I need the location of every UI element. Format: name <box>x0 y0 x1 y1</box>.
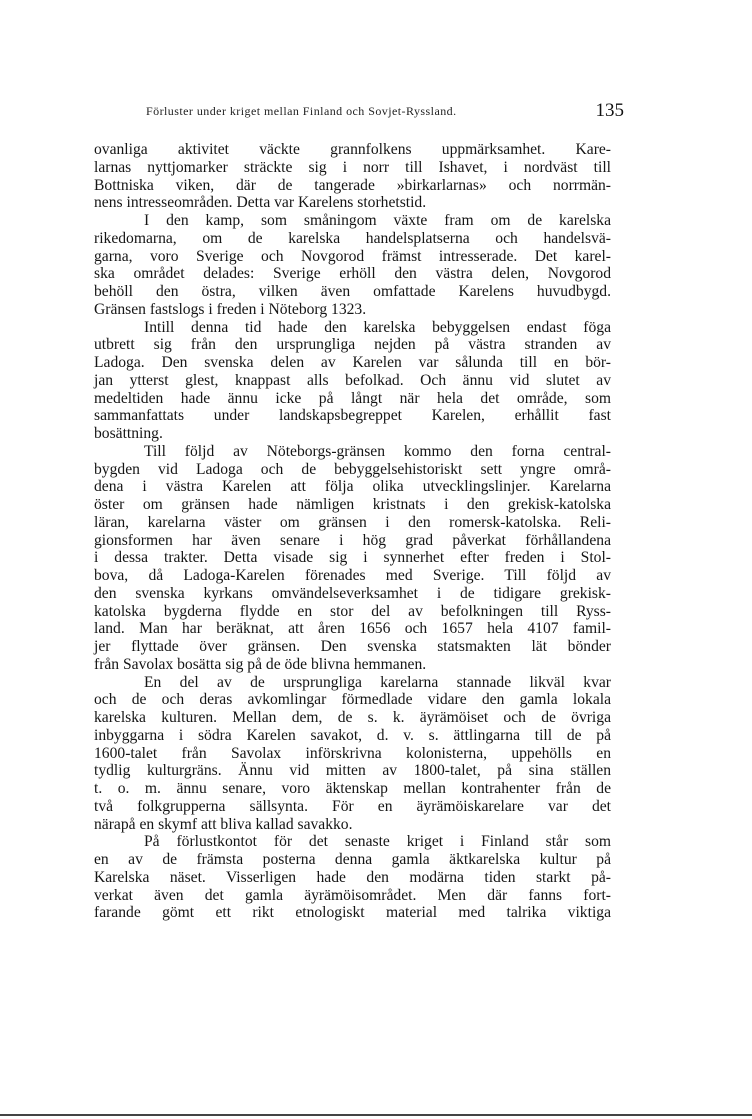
text-line: den svenska kyrkans omvändelseverksamhet i de tidigare grekisk- <box>94 584 611 602</box>
text-line: t. o. m. ännu senare, voro äktenskap mellan kontrahenter från de <box>94 780 611 797</box>
text-line: farande gömt ett rikt etnologiskt material med talrika viktiga <box>94 904 611 922</box>
text-line: Bottniska viken, där de tangerade »birkarlarnas» och norrmän- <box>94 176 611 194</box>
text-line: 1600-talet från Savolax införskrivna kolonisterna, uppehölls en <box>94 744 611 762</box>
text-line: Till följd av Nöteborgs-gränsen kommo den forna central- <box>144 442 611 460</box>
text-line: från Savolax bosätta sig på de öde blivna hemmanen. <box>94 655 427 673</box>
text-line: medeltiden hade ännu icke på långt när hela det område, som <box>94 389 611 407</box>
text-line: och de och deras avkomlingar förmedlade vidare den gamla lokala <box>94 691 611 709</box>
text-line: utbrett sig från den ursprungliga nejden på västra stranden av <box>94 336 611 354</box>
text-line: verkat även det gamla äyrämöisområdet. Men där fanns fort- <box>94 886 611 904</box>
text-line: inbyggarna i södra Karelen savakot, d. v. s. ättlingarna till de på <box>94 726 611 744</box>
text-line: gionsformen har även senare i hög grad påverkat förhållandena <box>94 531 611 549</box>
text-line: I den kamp, som småningom växte fram om de karelska <box>144 212 611 229</box>
text-line: två folkgrupperna sällsynta. För en äyrämöiskarelare var det <box>94 797 611 815</box>
text-line: rikedomarna, om de karelska handelsplatserna och handelsvä- <box>94 229 611 247</box>
text-line: i dessa trakter. Detta visade sig i synnerhet efter freden i Stol- <box>94 549 611 567</box>
text-line: ovanliga aktivitet väckte grannfolkens uppmärksamhet. Kare- <box>94 141 611 158</box>
text-line: ska området delades: Sverige erhöll den västra delen, Novgorod <box>94 265 611 283</box>
text-line: garna, voro Sverige och Novgorod främst intresserade. Det karel- <box>94 247 611 265</box>
text-line: tydlig kulturgräns. Ännu vid mitten av 1800-talet, på sina ställen <box>94 762 611 780</box>
text-line: Intill denna tid hade den karelska bebyggelsen endast föga <box>144 318 611 336</box>
text-line: karelska kulturen. Mellan dem, de s. k. äyrämöiset och de övriga <box>94 709 611 726</box>
page-header <box>94 100 624 124</box>
text-line: sammanfattats under landskapsbegreppet Karelen, erhållit fast <box>94 407 611 425</box>
text-line: katolska bygderna flydde en stor del av befolkningen till Ryss- <box>94 602 611 620</box>
text-line: en av de främsta posterna denna gamla äktkarelska kultur på <box>94 851 611 868</box>
text-line: En del av de ursprungliga karelarna stannade likväl kvar <box>144 673 611 691</box>
text-line: nens intresseområden. Detta var Karelens storhetstid. <box>94 194 427 212</box>
paragraph <box>94 319 611 443</box>
text-line: På förlustkontot för det senaste kriget i Finland står som <box>144 833 611 851</box>
paragraph <box>94 212 611 319</box>
text-line: jer flyttade över gränsen. Den svenska statsmakten lät bönder <box>94 638 611 655</box>
paragraph <box>94 443 611 674</box>
scan-edge-line <box>0 1114 752 1116</box>
text-line: bosättning. <box>94 425 163 442</box>
text-line: bygden vid Ladoga och de bebyggelsehistoriskt sett yngre områ- <box>94 460 611 478</box>
running-head: Förluster under kriget mellan Finland och Sovjet-Ryssland. <box>146 104 457 118</box>
text-line: läran, karelarna väster om gränsen i den romersk-katolska. Reli- <box>94 513 611 531</box>
text-line: Karelska näset. Visserligen hade den modärna tiden starkt på- <box>94 868 611 886</box>
text-line: land. Man har beräknat, att åren 1656 och 1657 hela 4107 famil- <box>94 620 611 638</box>
text-line: Ladoga. Den svenska delen av Karelen var sålunda till en bör- <box>94 354 611 371</box>
text-line: jan ytterst glest, knappast alls befolkad. Och ännu vid slutet av <box>94 371 611 389</box>
text-line: öster om gränsen hade nämligen kristnats i den grekisk-katolska <box>94 496 611 513</box>
text-line: Gränsen fastslogs i freden i Nöteborg 1323. <box>94 300 367 318</box>
text-line: närapå en skymf att bliva kallad savakko. <box>94 815 353 833</box>
paragraph <box>94 674 611 834</box>
paragraph <box>94 141 611 212</box>
page-number: 135 <box>595 100 624 121</box>
paragraph <box>94 833 611 922</box>
body-text <box>94 141 611 922</box>
text-line: larnas nyttjomarker sträckte sig i norr till Ishavet, i nordväst till <box>94 158 611 176</box>
text-line: dena i västra Karelen att följa olika utvecklingslinjer. Karelarna <box>94 478 611 496</box>
text-line: bova, då Ladoga-Karelen förenades med Sverige. Till följd av <box>94 567 611 584</box>
text-line: behöll den östra, vilken även omfattade Karelens huvudbygd. <box>94 283 611 300</box>
